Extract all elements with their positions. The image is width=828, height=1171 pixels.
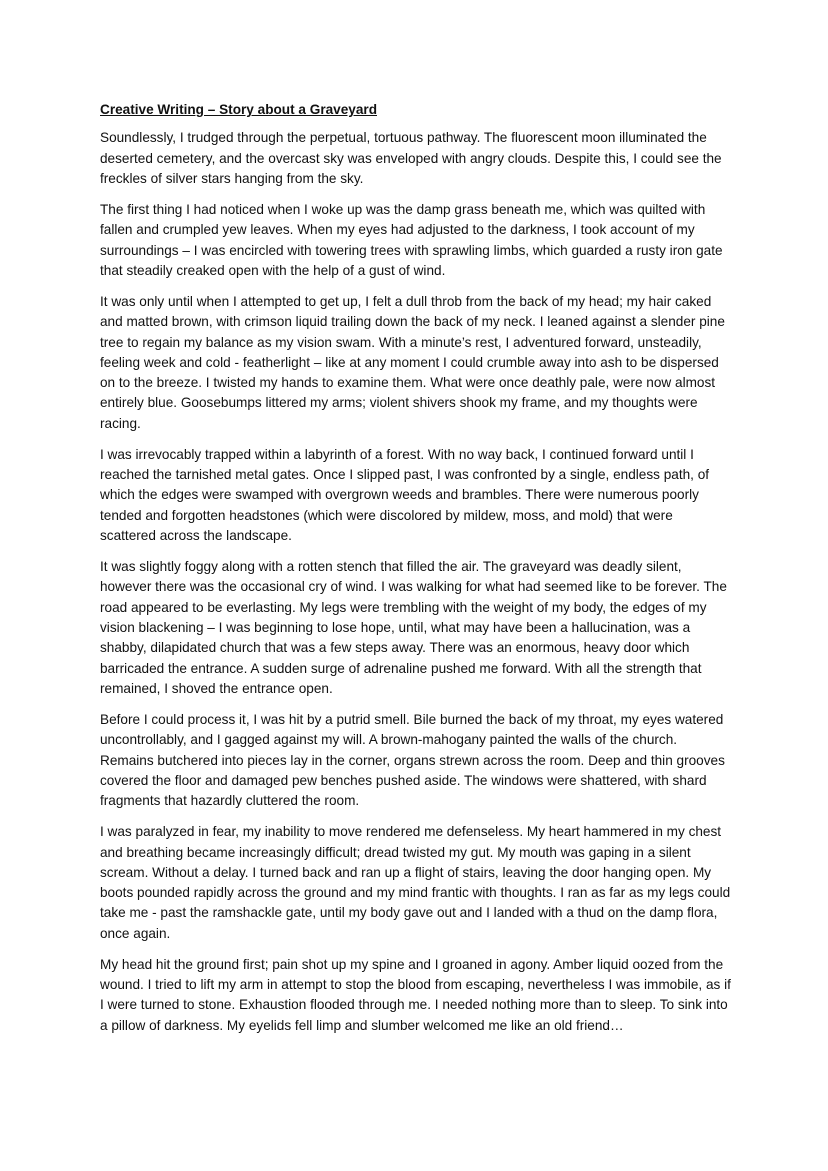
document-page bbox=[100, 100, 732, 1047]
paragraph-4: I was irrevocably trapped within a labyrinth of a forest. With no way back, I continued forward until I reached the tarnished metal gates. Once I slipped past, I was confronted by a single, endless path, of which the edges were swamped with overgrown weeds and brambles. There were numerous poorly tended and forgotten headstones (which were discolored by mildew, moss, and mold) that were scattered across the landscape. bbox=[100, 446, 710, 544]
paragraph-6: Before I could process it, I was hit by a putrid smell. Bile burned the back of my throat, my eyes watered uncontrollably, and I gagged against my will. A brown-mahogany painted the walls of the church. Remains butchered into pieces lay in the corner, organs strewn across the room. Deep and thin grooves covered the floor and damaged pew benches pushed aside. The windows were shattered, with shard fragments that hazardly cluttered the room. bbox=[100, 712, 725, 809]
paragraph-1: Soundlessly, I trudged through the perpetual, tortuous pathway. The fluorescent moon illuminated the deserted cemetery, and the overcast sky was enveloped with angry clouds. Despite this, I could see the freckles of silver stars hanging from the sky. bbox=[100, 130, 722, 186]
paragraph-7: I was paralyzed in fear, my inability to move rendered me defenseless. My heart hammered in my chest and breathing became increasingly difficult; dread twisted my gut. My mouth was gaping in a silent scream. Without a delay. I turned back and ran up a flight of stairs, leaving the door hanging open. My boots pounded rapidly across the ground and my mind frantic with thoughts. I ran as far as my legs could take me - past the ramshackle gate, until my body gave out and I landed with a thud on the damp flora, once again. bbox=[100, 824, 731, 941]
paragraph-8: My head hit the ground first; pain shot up my spine and I groaned in agony. Amber liquid oozed from the wound. I tried to lift my arm in attempt to stop the blood from escaping, nevertheless I was immobile, as if I were turned to stone. Exhaustion flooded through me. I needed nothing more than to sleep. To sink into a pillow of darkness. My eyelids fell limp and slumber welcomed me like an old friend… bbox=[100, 956, 731, 1033]
paragraph-2: The first thing I had noticed when I woke up was the damp grass beneath me, which was quilted with fallen and crumpled yew leaves. When my eyes had adjusted to the darkness, I took account of my surroundings – I was encircled with towering trees with sprawling limbs, which guarded a rusty iron gate that steadily creaked open with the help of a gust of wind. bbox=[100, 201, 723, 278]
paragraph-3: It was only until when I attempted to get up, I felt a dull throb from the back of my head; my hair caked and matted brown, with crimson liquid trailing down the back of my neck. I leaned against a slender pine tree to regain my balance as my vision swam. With a minute’s rest, I adventured forward, unsteadily, feeling week and cold - featherlight – like at any moment I could crumble away into ash to be dispersed on to the breeze. I twisted my hands to examine them. What were once deathly pale, were now almost entirely blue. Goosebumps littered my arms; violent shivers shook my frame, and my thoughts were racing. bbox=[100, 293, 725, 431]
paragraph-5: It was slightly foggy along with a rotten stench that filled the air. The graveyard was deadly silent, however there was the occasional cry of wind. I was walking for what had seemed like to be forever. The road appeared to be everlasting. My legs were trembling with the weight of my body, the edges of my vision blackening – I was beginning to lose hope, until, what may have been a hallucination, was a shabby, dilapidated church that was a few steps away. There was an enormous, heavy door which barricaded the entrance. A sudden surge of adrenaline pushed me forward. With all the strength that remained, I shoved the entrance open. bbox=[100, 559, 727, 696]
document-title: Creative Writing – Story about a Graveyard bbox=[100, 102, 377, 117]
